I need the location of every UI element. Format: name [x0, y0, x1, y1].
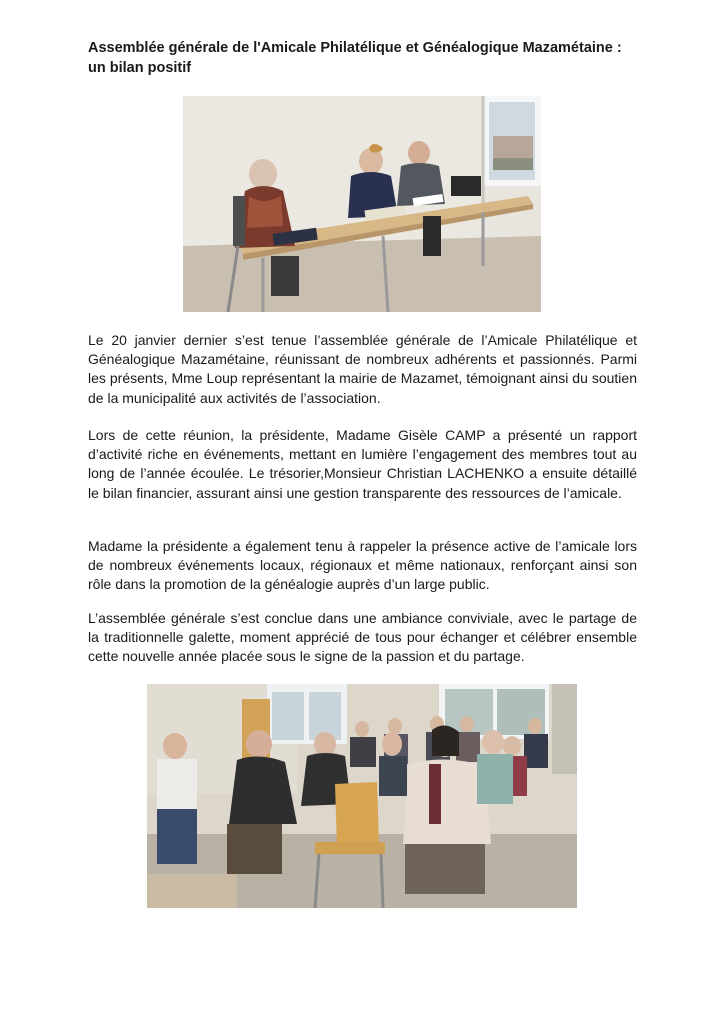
- paragraph-1: Le 20 janvier dernier s’est tenue l’assemblée générale de l’Amicale Philatélique et Généalogique Mazamétaine, réunissant de nombreux adhérents et passionnés. Parmi les présents, Mme Loup représentant la mairie de Mazamet, témoignant ainsi du soutien de la municipalité aux activités de l’association.: [88, 332, 637, 406]
- paragraph-2: Lors de cette réunion, la présidente, Madame Gisèle CAMP a présenté un rapport d’activité riche en événements, mettant en lumière l’engagement des membres tout au long de l’année écoulée. Le trésorier,Monsieur Christian LACHENKO a ensuite détaillé le bilan financier, assurant ainsi une gestion transparente des ressources de l’amicale.: [88, 427, 637, 501]
- audience-photo: [147, 684, 577, 908]
- paragraph-3: Madame la présidente a également tenu à rappeler la présence active de l’amicale lors de nombreux événements locaux, régionaux et même nationaux, renforçant ainsi son rôle dans la promotion de la généalogie auprès d’un large public.: [88, 538, 637, 593]
- article-title: Assemblée générale de l'Amicale Philatélique et Généalogique Mazamétaine : un bilan positif: [88, 40, 622, 76]
- board-table-photo: [183, 96, 541, 312]
- paragraph-4: L’assemblée générale s’est conclue dans une ambiance conviviale, avec le partage de la traditionnelle galette, moment apprécié de tous pour échanger et célébrer ensemble cette nouvelle année placée sous le signe de la passion et du partage.: [88, 610, 637, 665]
